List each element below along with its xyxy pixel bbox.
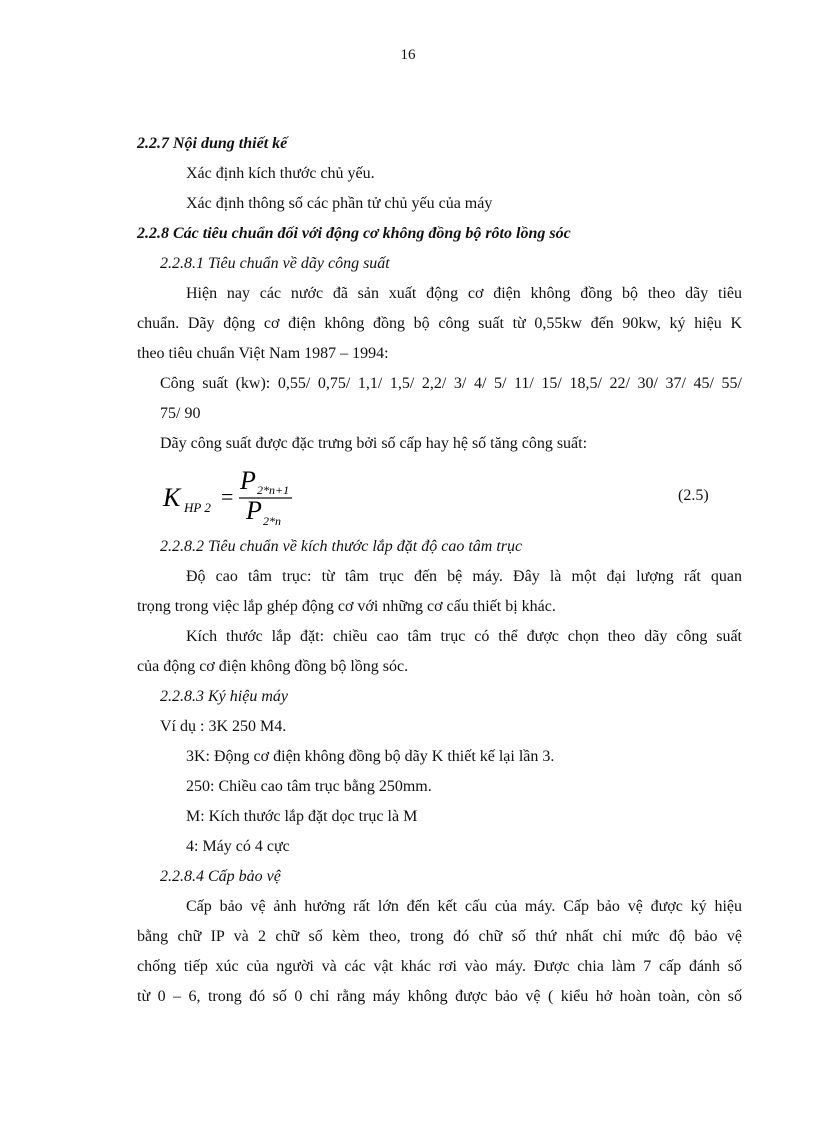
paragraph-line: Hiện nay các nước đã sản xuất động cơ điện không đồng bộ theo dãy tiêu (186, 285, 742, 302)
paragraph-line: của động cơ điện không đồng bộ lồng sóc. (137, 658, 409, 675)
paragraph-line: Kích thước lắp đặt: chiều cao tâm trục có thể được chọn theo dãy công suất (186, 628, 742, 645)
paragraph-line: chuẩn. Dãy động cơ điện không đồng bộ công suất từ 0,55kw đến 90kw, ký hiệu K (137, 315, 742, 332)
power-list-line: 75/ 90 (160, 405, 201, 422)
section-heading-2-2-8: 2.2.8 Các tiêu chuẩn đối với động cơ không đồng bộ rôto lồng sóc (137, 225, 571, 242)
formula-label: (2.5) (678, 487, 709, 504)
list-item: Xác định thông số các phần tử chủ yếu của máy (186, 195, 493, 212)
paragraph-line: chống tiếp xúc của người và các vật khác rơi vào máy. Được chia làm 7 cấp đánh số (137, 958, 742, 975)
formula-lhs: K (163, 483, 181, 512)
section-heading-2-2-7: 2.2.7 Nội dung thiết kế (137, 135, 288, 152)
subsection-title-2-2-8-3: 2.2.8.3 Ký hiệu máy (160, 688, 288, 705)
list-item: Xác định kích thước chủ yếu. (186, 165, 375, 182)
paragraph-line: theo tiêu chuẩn Việt Nam 1987 – 1994: (137, 345, 389, 362)
list-item: 4: Máy có 4 cực (186, 838, 290, 855)
formula-denominator: P (246, 496, 262, 525)
paragraph-line: từ 0 – 6, trong đó số 0 chỉ rằng máy không được bảo vệ ( kiểu hở hoàn toàn, còn số (137, 988, 742, 1005)
subsection-title-2-2-8-2: 2.2.8.2 Tiêu chuẩn về kích thước lắp đặt độ cao tâm trục (160, 538, 523, 555)
paragraph-line: Độ cao tâm trục: từ tâm trục đến bệ máy. Đây là một đại lượng rất quan (186, 568, 742, 585)
paragraph-line: Cấp bảo vệ ảnh hưởng rất lớn đến kết cấu của máy. Cấp bảo vệ được ký hiệu (186, 898, 742, 915)
example-line: Ví dụ : 3K 250 M4. (160, 718, 287, 735)
list-item: 250: Chiều cao tâm trục bằng 250mm. (186, 778, 432, 795)
formula-denominator-sub: 2*n (263, 514, 281, 528)
power-list-line: Công suất (kw): 0,55/ 0,75/ 1,1/ 1,5/ 2,2/ 3/ 4/ 5/ 11/ 15/ 18,5/ 22/ 30/ 37/ 45/ 55/ (160, 375, 742, 392)
list-item: M: Kích thước lắp đặt dọc trục là M (186, 808, 418, 825)
formula-numerator: P (240, 466, 256, 495)
paragraph-line: bằng chữ IP và 2 chữ số kèm theo, trong đó chữ số thứ nhất chỉ mức độ bảo vệ (137, 928, 742, 945)
list-item: 3K: Động cơ điện không đồng bộ dãy K thiết kế lại lần 3. (186, 748, 555, 765)
paragraph-line: trọng trong việc lắp ghép động cơ với những cơ cấu thiết bị khác. (137, 598, 556, 615)
subsection-title-2-2-8-1: 2.2.8.1 Tiêu chuẩn về dãy công suất (160, 255, 390, 272)
page-number: 16 (400, 47, 416, 63)
formula-2-5 (160, 463, 340, 529)
formula-numerator-sub: 2*n+1 (257, 483, 290, 497)
formula-lhs-sub: HP 2 (184, 500, 211, 515)
subsection-title-2-2-8-4: 2.2.8.4 Cấp bảo vệ (160, 868, 281, 885)
ratio-text: Dãy công suất được đặc trưng bởi số cấp hay hệ số tăng công suất: (160, 435, 588, 452)
formula-equals: = (221, 484, 234, 509)
